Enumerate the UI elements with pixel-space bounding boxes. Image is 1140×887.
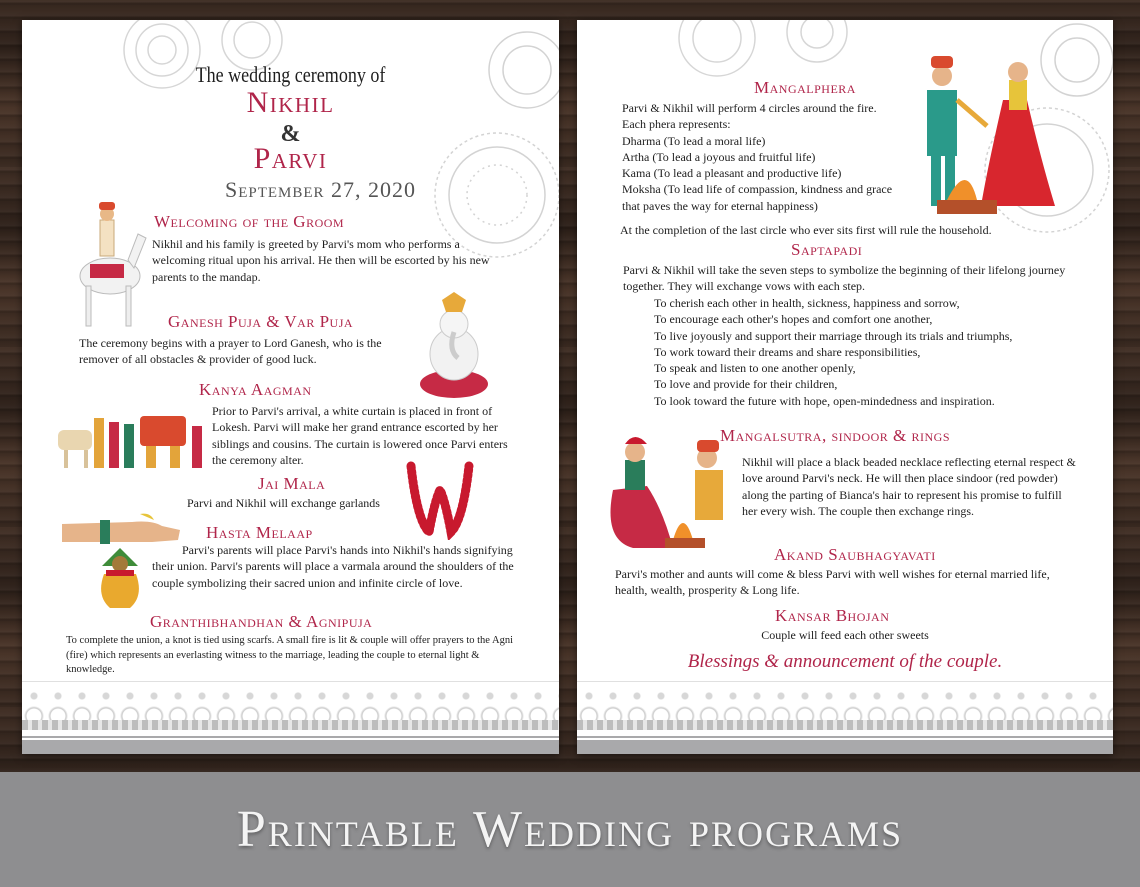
mangalphera-line: Dharma (To lead a moral life) (622, 133, 766, 148)
mangalphera-line: Each phera represents: (622, 117, 731, 132)
saptapadi-intro: Parvi & Nikhil will take the seven steps to symbolize the beginning of their lifelong journey together. They will exchange vows with each step. (623, 263, 1066, 294)
section-title-mangalphera: Mangalphera (754, 78, 856, 97)
vow-item: To love and provide for their children, (654, 377, 838, 392)
vow-item: To speak and listen to one another openly, (654, 361, 856, 376)
section-title-saptapadi: Saptapadi (791, 240, 863, 259)
mangalsutra-text: Nikhil will place a black beaded necklace reflecting eternal respect & love around Parvi's neck. He will then place sindoor (red powder) along the parting of Bianca's hair to represent his promise to fulfill her every wish. The couple then exchange rings. (742, 455, 1076, 518)
program-page-right (577, 20, 1113, 754)
vow-item: To work toward their dreams and share responsibilities, (654, 344, 921, 359)
kalash-illustration (96, 548, 144, 612)
section-text-ganesh: The ceremony begins with a prayer to Lord Ganesh, who is the remover of all obstacles & provider of good luck. (79, 336, 382, 367)
mangalphera-line: Parvi & Nikhil will perform 4 circles around the fire. (622, 101, 877, 115)
section-text-granthi: To complete the union, a knot is tied using scarfs. A small fire is lit & couple will offer prayers to the Agni (fire) which represents an everlasting witness to the marriage, leading the couple to eternal light & knowledge. (66, 635, 513, 675)
lace-border (22, 681, 559, 730)
footer-band (577, 740, 1113, 754)
lace-border (577, 681, 1113, 730)
mangalphera-line: Kama (To lead a pleasant and productive life) (622, 166, 842, 181)
footer-band (22, 740, 559, 754)
section-title-ganesh: Ganesh Puja & Var Puja (168, 312, 354, 331)
wedding-date: September 27, 2020 (224, 177, 417, 202)
title-banner (0, 772, 1140, 887)
section-text-welcoming: Nikhil and his family is greeted by Parvi's mom who performs a welcoming ritual upon his arrival. He then will be escorted by his new parents to the mandap. (152, 237, 490, 284)
section-text-kanya: Prior to Parvi's arrival, a white curtain is placed in front of Lokesh. Parvi will make her grand entrance escorted by her siblings and cousins. The curtain is lowered once Parvi enters the ceremony alter. (212, 404, 508, 467)
section-title-jaimala: Jai Mala (258, 474, 326, 493)
akand-text: Parvi's mother and aunts will come & bless Parvi with well wishes for eternal married life, health, wealth, prosperity & Long life. (615, 567, 1050, 598)
ampersand: & (280, 121, 301, 147)
mangalphera-line: Moksha (To lead life of compassion, kindness and grace (622, 182, 893, 197)
mangalphera-closing: At the completion of the last circle who ever sits first will rule the household. (620, 223, 992, 237)
banner-title: Printable Wedding programs (236, 801, 904, 858)
program-page-left (22, 20, 559, 754)
procession-illustration (54, 408, 209, 472)
vow-item: To live joyously and support their marriage through its trials and triumphs, (654, 328, 1013, 343)
section-text-hasta: Parvi's parents will place Parvi's hands into Nikhil's hands signifying their union. Parvi's parents will place a varmala around the shoulders of the couple symbolizing their sacred union and infinite circle of love. (152, 543, 514, 590)
section-title-hasta: Hasta Melaap (206, 523, 313, 542)
section-title-kanya: Kanya Aagman (199, 380, 312, 399)
section-title-granthi: Granthibhandhan & Agnipuja (150, 612, 373, 631)
mangalphera-line: that paves the way for eternal happiness) (622, 198, 818, 213)
kansar-text: Couple will feed each other sweets (761, 628, 929, 642)
mangalphera-lines (622, 100, 942, 214)
section-text-jaimala: Parvi and Nikhil will exchange garlands (187, 496, 380, 510)
footer-divider (22, 736, 559, 738)
ganesh-illustration (414, 292, 494, 402)
section-title-welcoming: Welcoming of the Groom (154, 212, 345, 231)
mangalphera-line: Artha (To lead a joyous and fruitful life) (622, 149, 816, 164)
section-title-kansar: Kansar Bhojan (775, 606, 890, 625)
mangalsutra-couple-illustration (603, 430, 739, 552)
blessings-line: Blessings & announcement of the couple. (687, 651, 1003, 672)
section-title-mangalsutra: Mangalsutra, sindoor & rings (720, 426, 951, 445)
section-title-akand: Akand Saubhagyavati (774, 545, 936, 564)
vow-item: To look toward the future with hope, open-mindedness and inspiration. (654, 393, 995, 408)
groom-name: Nikhil (246, 86, 335, 119)
bride-name: Parvi (253, 142, 328, 175)
groom-horse-illustration (68, 198, 150, 333)
vow-item: To cherish each other in health, sickness, happiness and sorrow, (654, 296, 960, 310)
saptapadi-vows (623, 295, 1104, 409)
footer-divider (577, 736, 1113, 738)
intro-line: The wedding ceremony of (195, 62, 386, 87)
vow-item: To encourage each other's hopes and comfort one another, (654, 312, 933, 327)
garland-illustration (405, 460, 475, 540)
